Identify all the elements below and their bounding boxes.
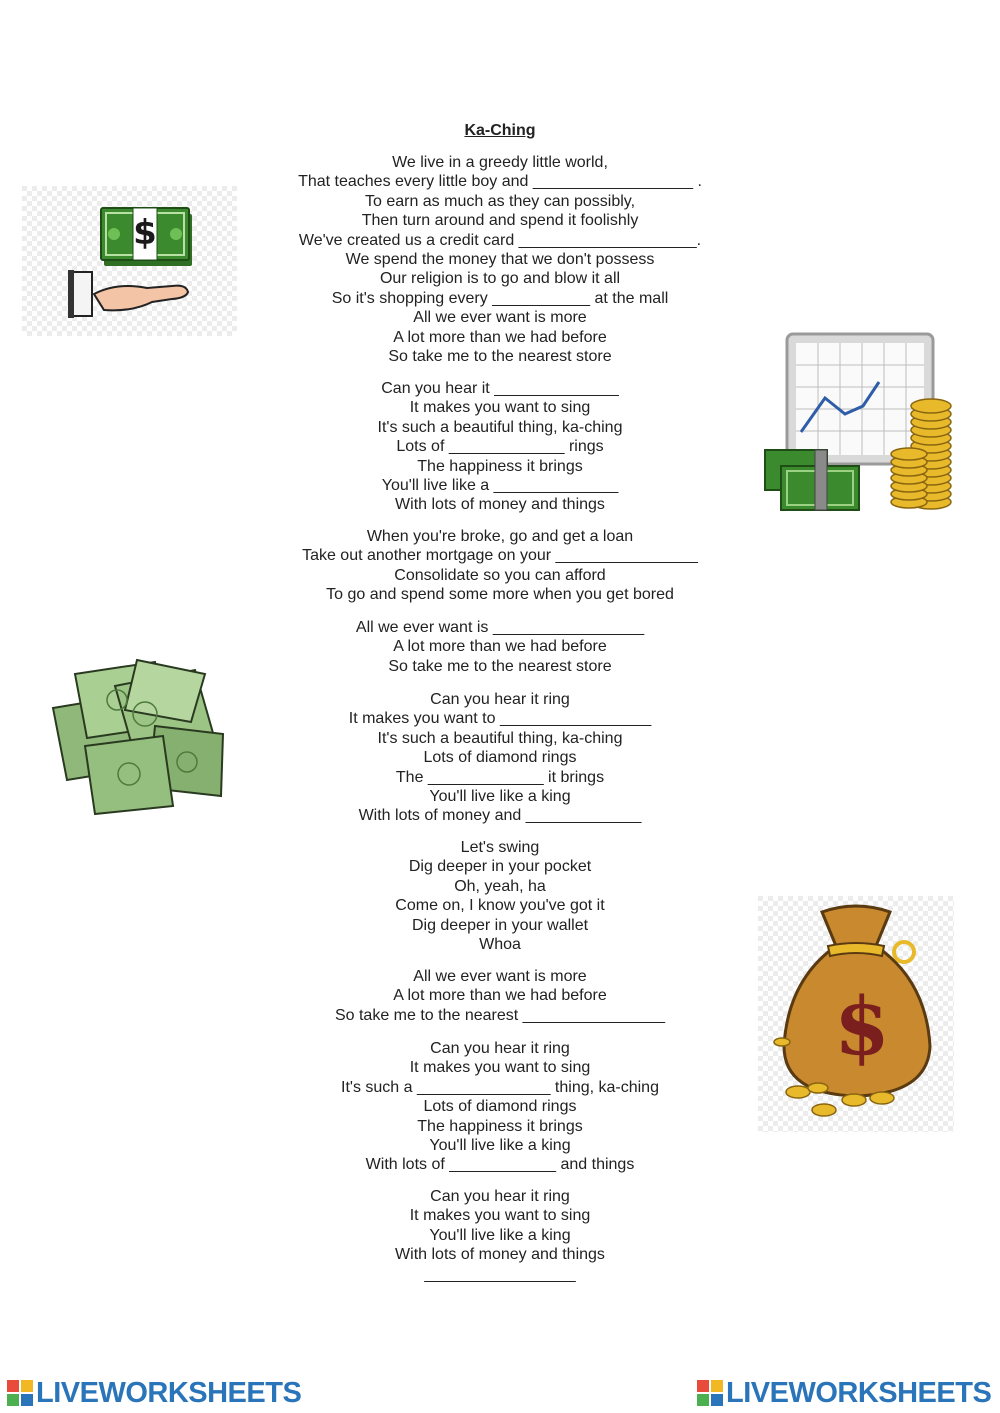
- lyric-line: The happiness it brings: [417, 457, 583, 475]
- hand-money-icon: [22, 186, 237, 336]
- lyric-line: When you're broke, go and get a loan: [366, 528, 634, 545]
- lyric-line: You'll live like a king: [429, 1136, 571, 1154]
- lyric-line: To go and spend some more when you get bored: [326, 586, 674, 604]
- lyric-line: It makes you want to sing: [409, 1059, 591, 1077]
- lyric-line: Come on, I know you've got it: [395, 897, 605, 915]
- lyric-line: Let's swing: [460, 839, 540, 856]
- lyric-line: It's such a _______________ thing, ka-ching: [341, 1078, 659, 1096]
- lyric-line: _________________: [424, 1265, 576, 1283]
- lyric-line: Dig deeper in your wallet: [411, 916, 589, 934]
- lyric-line: To earn as much as they can possibly,: [364, 192, 636, 210]
- lyric-line: It's such a beautiful thing, ka-ching: [377, 418, 623, 436]
- stanza-3: [0, 527, 1000, 605]
- lyric-line: So take me to the nearest ________________: [334, 1006, 666, 1024]
- cash-pile-icon: [45, 656, 235, 816]
- svg-text:$: $: [133, 213, 157, 253]
- lyric-line: A lot more than we had before: [393, 987, 607, 1005]
- lyric-line: Our religion is to go and blow it all: [379, 270, 621, 288]
- lyric-line: Oh, yeah, ha: [454, 877, 546, 895]
- lyric-line: Can you hear it ring: [430, 1040, 570, 1057]
- lyric-line: Lots of _____________ rings: [396, 438, 604, 456]
- lyric-line: All we ever want is _________________: [355, 619, 645, 636]
- logo-text: LIVEWORKSHEETS: [726, 1376, 992, 1409]
- lyric-line: With lots of money and _____________: [358, 807, 642, 825]
- lyric-line: You'll live like a king: [429, 787, 571, 805]
- lyric-line: The happiness it brings: [417, 1117, 583, 1135]
- lyric-line: All we ever want is more: [413, 968, 587, 985]
- lyric-line: So take me to the nearest store: [388, 657, 612, 675]
- liveworksheets-logo-left: [7, 1378, 301, 1408]
- lyric-line: Dig deeper in your pocket: [408, 858, 592, 876]
- logo-text: LIVEWORKSHEETS: [36, 1376, 302, 1409]
- lyric-line: So take me to the nearest store: [388, 347, 612, 365]
- money-bag-icon: [758, 896, 954, 1132]
- chart-money-icon: [763, 332, 955, 517]
- lyric-line: Consolidate so you can afford: [394, 566, 606, 584]
- lyric-line: That teaches every little boy and __________________ .: [298, 173, 702, 191]
- lyric-line: We've created us a credit card ____________________.: [298, 231, 702, 249]
- lyric-line: So it's shopping every ___________ at the mall: [331, 289, 669, 307]
- lyric-line: Then turn around and spend it foolishly: [361, 212, 639, 230]
- lyric-line: We spend the money that we don't possess: [345, 250, 655, 268]
- lyric-line: Lots of diamond rings: [423, 1098, 577, 1116]
- worksheet-title: Ka-Ching: [464, 122, 536, 139]
- lyric-line: A lot more than we had before: [393, 328, 607, 346]
- lws-logo-icon: [7, 1380, 33, 1406]
- svg-text:$: $: [834, 979, 890, 1073]
- lyric-line: You'll live like a ______________: [381, 476, 619, 494]
- lyric-line: It makes you want to sing: [409, 1207, 591, 1225]
- lyric-line: Take out another mortgage on your ________________: [302, 547, 698, 565]
- liveworksheets-logo-right: [697, 1378, 991, 1408]
- stanza-9: [0, 1187, 1000, 1284]
- lyric-line: The _____________ it brings: [395, 768, 605, 786]
- lyric-line: Can you hear it ______________: [381, 380, 619, 397]
- lyric-line: Whoa: [479, 935, 521, 953]
- lws-logo-icon: [697, 1380, 723, 1406]
- lyric-line: With lots of money and things: [395, 1246, 605, 1264]
- lyric-line: Can you hear it ring: [430, 691, 570, 708]
- lyric-line: It makes you want to _________________: [348, 710, 652, 728]
- lyric-line: We live in a greedy little world,: [392, 154, 608, 171]
- lyric-line: A lot more than we had before: [393, 638, 607, 656]
- lyric-line: With lots of ____________ and things: [365, 1156, 635, 1174]
- lyric-line: Can you hear it ring: [430, 1188, 570, 1205]
- lyric-line: Lots of diamond rings: [423, 749, 577, 767]
- lyric-line: It makes you want to sing: [409, 399, 591, 417]
- lyric-line: It's such a beautiful thing, ka-ching: [377, 729, 623, 747]
- lyric-line: You'll live like a king: [429, 1226, 571, 1244]
- lyric-line: With lots of money and things: [395, 496, 605, 514]
- lyric-line: All we ever want is more: [413, 309, 587, 327]
